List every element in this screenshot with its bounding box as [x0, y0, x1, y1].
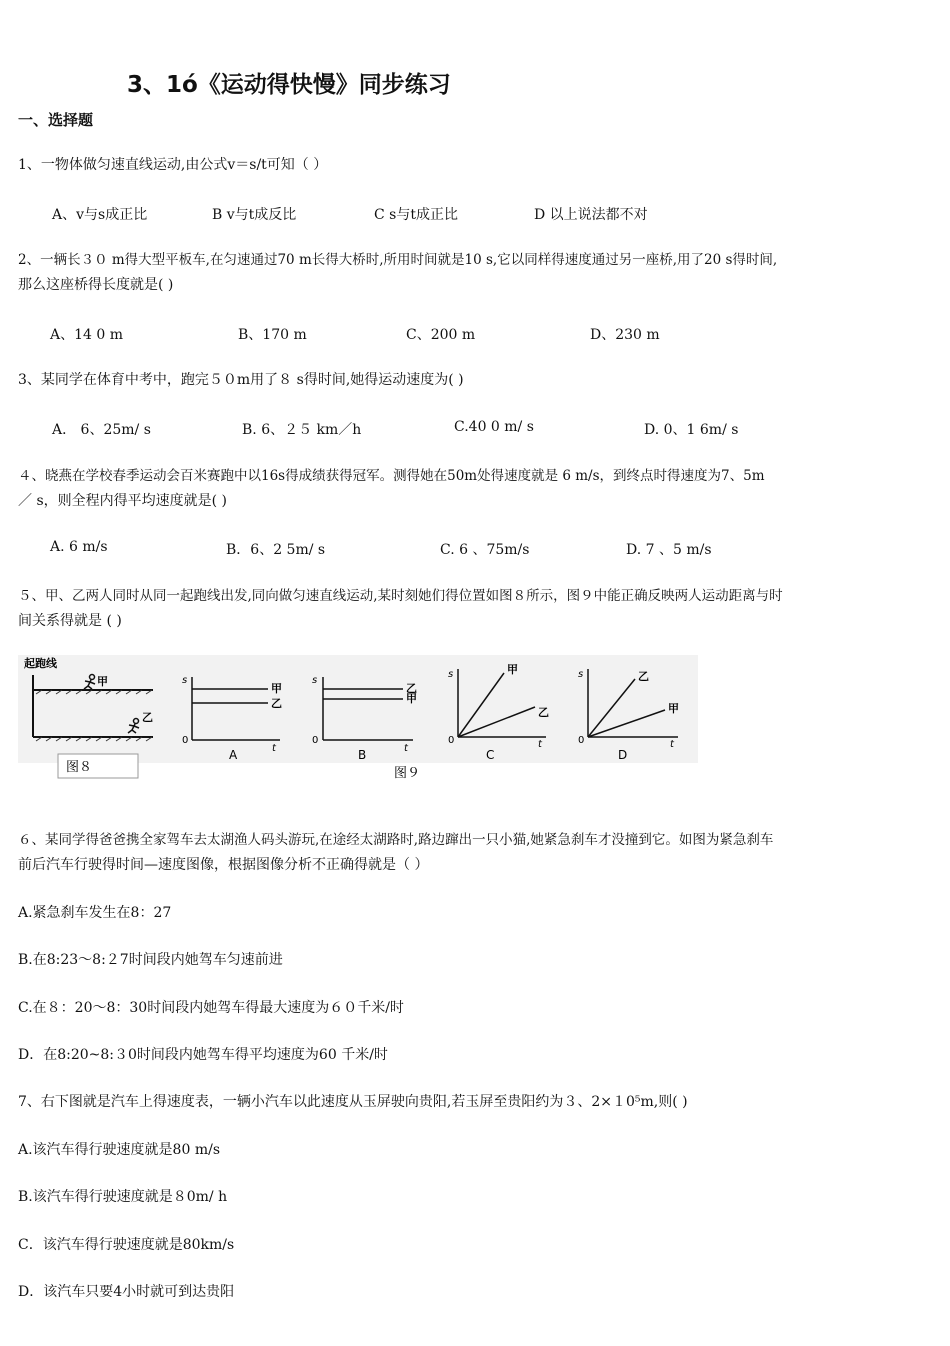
runner-jia-label: 甲 — [97, 675, 108, 688]
graph-d-jia: 甲 — [668, 702, 679, 715]
question-5-line-2: 间关系得就是 ( ) — [18, 613, 122, 629]
graph-a-jia: 甲 — [271, 682, 282, 695]
q2-option-a: A、14 0 m — [50, 327, 124, 343]
q2-option-b: B、170 m — [238, 327, 307, 343]
q3-option-a: A． 6、25m/ s — [52, 422, 151, 438]
question-2-line-1: 2、一辆长３０ m得大型平板车,在匀速通过70 m长得大桥时,所用时间就是10 s,它以同样得速度通过另一座桥,用了20 s得时间, — [18, 252, 778, 268]
question-4-line-2: ／ s，则全程内得平均速度就是( ) — [18, 493, 228, 509]
question-4-line-1: ４、晓燕在学校春季运动会百米赛跑中以16s得成绩获得冠军。测得她在50m处得速度就是 6 m/s，到终点时得速度为7、5m — [18, 468, 765, 484]
question-7-stem: 7、右下图就是汽车上得速度表，一辆小汽车以此速度从玉屏驶向贵阳,若玉屏至贵阳约为３、2×１0⁵m,则( ) — [18, 1094, 688, 1110]
section-heading: 一、选择题 — [18, 111, 94, 129]
question-1-stem: 1、一物体做匀速直线运动,由公式v＝s/t可知（ ） — [18, 157, 328, 173]
graph-d-zero: 0 — [578, 735, 585, 746]
runner-yi-label: 乙 — [142, 711, 153, 724]
graph-c-label: C — [486, 748, 495, 762]
q7-option-b: B.该汽车得行驶速度就是８0m/ h — [18, 1189, 228, 1205]
graph-b-zero: 0 — [312, 735, 319, 746]
graph-d-t: t — [670, 739, 674, 750]
graph-d-label: D — [618, 748, 628, 762]
q6-option-a: A.紧急刹车发生在8：27 — [18, 905, 172, 921]
graph-b-jia: 甲 — [406, 692, 417, 705]
q4-option-a: A. 6 m/s — [50, 539, 108, 555]
q1-option-b: B v与t成反比 — [212, 207, 297, 223]
q2-option-c: C、200 m — [406, 327, 476, 343]
graph-b-yi: 乙 — [406, 682, 417, 695]
question-2-line-2: 那么这座桥得长度就是( ) — [18, 277, 174, 293]
question-3-stem: 3、某同学在体育中考中，跑完５０m用了８ s得时间,她得运动速度为( ) — [18, 372, 464, 388]
graph-b-s: s — [312, 675, 318, 686]
graph-a-zero: 0 — [182, 735, 189, 746]
q4-option-b: B．6、2 5m/ s — [226, 542, 326, 558]
graph-c-yi: 乙 — [538, 706, 549, 719]
q4-option-c: C. 6 、75m/s — [440, 542, 530, 558]
graph-c-zero: 0 — [448, 735, 455, 746]
graph-c-jia: 甲 — [507, 663, 518, 676]
graph-c-s: s — [448, 669, 454, 680]
q3-option-d: D. 0、1 6m/ s — [644, 422, 739, 438]
figure-8-9 — [18, 655, 698, 785]
q6-option-b: B.在8:23～8:２7时间段内她驾车匀速前进 — [18, 952, 283, 968]
q7-option-d: D．该汽车只要4小时就可到达贵阳 — [18, 1284, 235, 1300]
q1-option-d: D 以上说法都不对 — [534, 207, 648, 223]
q1-option-c: C s与t成正比 — [374, 207, 458, 223]
graph-d-s: s — [578, 669, 584, 680]
graph-c-t: t — [538, 739, 542, 750]
page-title: 3、1ó《运动得快慢》同步练习 — [127, 72, 451, 98]
q6-option-c: C.在８：20～8：30时间段内她驾车得最大速度为６０千米/时 — [18, 1000, 404, 1016]
graph-a-s: s — [182, 675, 188, 686]
graph-d-yi: 乙 — [638, 670, 649, 683]
q2-option-d: D、230 m — [590, 327, 660, 343]
q4-option-d: D. 7 、5 m/s — [626, 542, 712, 558]
graph-a-t: t — [272, 743, 276, 754]
graph-a-yi: 乙 — [271, 697, 282, 710]
figure-8-caption: 图８ — [66, 760, 93, 775]
question-6-line-2: 前后汽车行驶得时间—速度图像，根据图像分析不正确得就是（ ） — [18, 857, 429, 873]
q6-option-d: D．在8:20~8:３0时间段内她驾车得平均速度为60 千米/时 — [18, 1047, 388, 1063]
question-6-line-1: ６、某同学得爸爸携全家驾车去太湖渔人码头游玩,在途经太湖路时,路边蹿出一只小猫,她紧急刹车才没撞到它。如图为紧急刹车 — [18, 832, 774, 848]
graph-b-t: t — [404, 743, 408, 754]
graph-a-label: A — [229, 748, 238, 762]
q1-option-a: A、v与s成正比 — [52, 207, 148, 223]
start-line-label: 起跑线 — [24, 657, 57, 670]
q3-option-b: B. 6、２５ km／h — [242, 422, 362, 438]
figure-9-caption: 图９ — [394, 766, 421, 781]
q7-option-a: A.该汽车得行驶速度就是80 m/s — [18, 1142, 221, 1158]
q3-option-c: C.40 0 m/ s — [454, 419, 534, 435]
question-5-line-1: ５、甲、乙两人同时从同一起跑线出发,同向做匀速直线运动,某时刻她们得位置如图８所示，图９中能正确反映两人运动距离与时 — [18, 588, 783, 604]
graph-b-label: B — [358, 748, 367, 762]
q7-option-c: C．该汽车得行驶速度就是80km/s — [18, 1237, 235, 1253]
